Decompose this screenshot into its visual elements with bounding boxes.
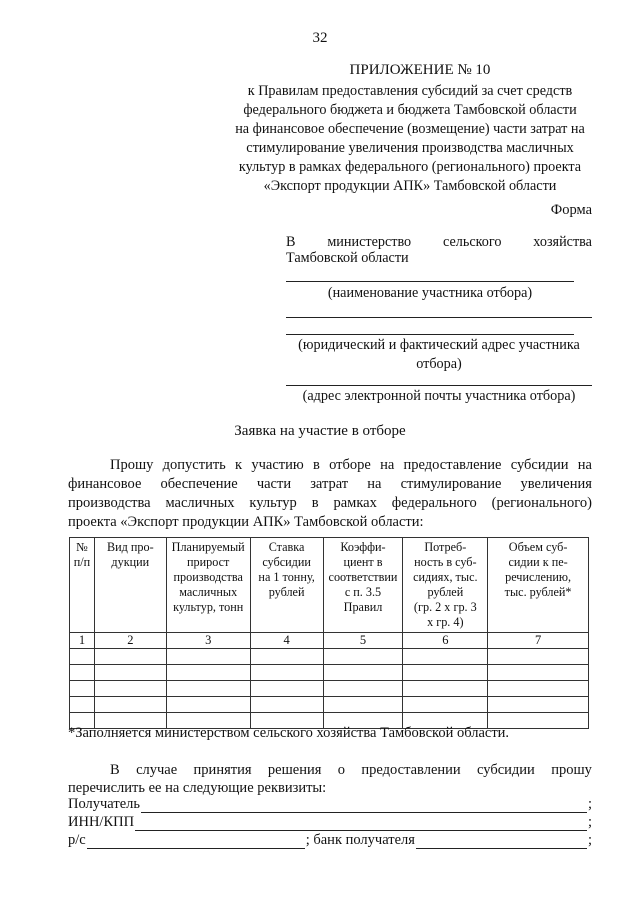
appendix-line: «Экспорт продукции АПК» Тамбовской области [263, 178, 557, 194]
addressee-region: Тамбовской области [286, 250, 409, 266]
appendix-line: на финансовое обеспечение (возмещение) части затрат на [235, 121, 585, 137]
header-text: Ставка [268, 540, 305, 554]
header-text: Планируемый [171, 540, 245, 554]
table-cell[interactable] [94, 649, 166, 665]
word: на [367, 476, 382, 492]
table-cell[interactable] [323, 681, 403, 697]
header-text: Потреб- [424, 540, 467, 554]
header-text: ность в суб- [414, 555, 477, 569]
row-terminator: ; [587, 832, 592, 848]
table-cell[interactable] [403, 649, 488, 665]
word: допустить [162, 457, 226, 473]
col-header-need [403, 538, 488, 633]
header-text: производства [173, 570, 243, 584]
header-text: (гр. 2 х гр. 3 [413, 600, 477, 614]
email-line[interactable] [286, 385, 592, 386]
addressee-word: министерство [327, 234, 412, 250]
table-cell[interactable] [70, 665, 95, 681]
header-text: масличных [179, 585, 238, 599]
header-text: соответствии [328, 570, 398, 584]
col-number: 2 [94, 633, 166, 649]
bank-label: ; банк получателя [305, 832, 415, 848]
table-cell[interactable] [94, 681, 166, 697]
table-cell[interactable] [403, 681, 488, 697]
participant-name-line[interactable] [286, 281, 574, 282]
header-text: сидии к пе- [508, 555, 568, 569]
word: предоставление [403, 457, 502, 473]
participant-name-caption: (наименование участника отбора) [327, 285, 533, 301]
word: финансовое [68, 476, 142, 492]
table-cell[interactable] [323, 649, 403, 665]
address-caption [286, 336, 592, 374]
footnote: *Заполняется министерством сельского хозяйства Тамбовской области. [68, 725, 510, 741]
addressee-line [286, 234, 592, 251]
table-cell[interactable] [94, 665, 166, 681]
address-line-2[interactable] [286, 334, 574, 335]
row-terminator: ; [587, 814, 592, 830]
table-cell[interactable] [250, 649, 323, 665]
request-line [68, 494, 592, 513]
col-number: 5 [323, 633, 403, 649]
table-cell[interactable] [488, 697, 589, 713]
account-field[interactable] [87, 835, 305, 849]
decision-line [68, 761, 592, 779]
table-cell[interactable] [488, 649, 589, 665]
header-text: на 1 тонну, [258, 570, 315, 584]
header-text: субсидии [262, 555, 311, 569]
word: части [256, 476, 292, 492]
header-text: дукции [111, 555, 150, 569]
word: субсидии [477, 762, 535, 778]
bank-field[interactable] [416, 835, 587, 849]
word: (регионального) [491, 495, 592, 511]
table-cell[interactable] [166, 681, 250, 697]
table-header-row [70, 538, 589, 633]
col-number: 3 [166, 633, 250, 649]
word: затрат [310, 476, 349, 492]
appendix-line: культур в рамках федерального (регионального) проекта [238, 159, 582, 175]
word: отборе [329, 457, 371, 473]
table-cell[interactable] [70, 649, 95, 665]
request-line [68, 456, 592, 475]
table-cell[interactable] [488, 681, 589, 697]
word: стимулирование [400, 476, 502, 492]
page-number: 32 [312, 30, 328, 46]
table-cell[interactable] [94, 697, 166, 713]
table-cell[interactable] [403, 697, 488, 713]
word: на [577, 457, 592, 473]
table-cell[interactable] [323, 697, 403, 713]
header-text: сидиях, тыс. [413, 570, 478, 584]
col-header-volume [488, 538, 589, 633]
table-cell[interactable] [403, 665, 488, 681]
addressee-word: хозяйства [533, 234, 592, 250]
col-header-planned-growth [166, 538, 250, 633]
address-line-1[interactable] [286, 317, 592, 318]
header-text: № [76, 540, 88, 554]
request-line [68, 475, 592, 494]
table-cell[interactable] [250, 681, 323, 697]
decision-paragraph [68, 761, 592, 797]
table-cell[interactable] [488, 665, 589, 681]
word: случае [136, 762, 178, 778]
appendix-title: ПРИЛОЖЕНИЕ № 10 [349, 62, 491, 78]
inn-field[interactable] [135, 817, 587, 831]
word: обеспечение [160, 476, 238, 492]
request-line-last: проекта «Экспорт продукции АПК» Тамбовской области: [68, 514, 424, 530]
word: субсидии [510, 457, 569, 473]
decision-line-last: перечислить ее на следующие реквизиты: [68, 780, 327, 796]
table-cell[interactable] [70, 697, 95, 713]
col-header-number [70, 538, 95, 633]
col-number: 4 [250, 633, 323, 649]
request-paragraph [68, 456, 592, 532]
recipient-label: Получатель [68, 796, 140, 812]
table-cell[interactable] [166, 697, 250, 713]
word: к [235, 457, 243, 473]
table-cell[interactable] [70, 681, 95, 697]
address-caption-line: отбора) [416, 356, 462, 372]
row-terminator: ; [587, 796, 592, 812]
word: В [110, 762, 120, 778]
word: о [337, 762, 346, 778]
word: Прошу [110, 457, 154, 473]
header-text: рублей [427, 585, 464, 599]
recipient-field[interactable] [141, 799, 587, 813]
addressee-word: В [286, 234, 296, 250]
table-row [70, 665, 589, 681]
word: предоставлении [361, 762, 461, 778]
col-number: 6 [403, 633, 488, 649]
col-header-rate [250, 538, 323, 633]
header-text: прирост [187, 555, 230, 569]
table-cell[interactable] [166, 665, 250, 681]
word: масличных [165, 495, 235, 511]
word: на [380, 457, 395, 473]
address-caption-line: (юридический и фактический адрес участника [298, 337, 580, 353]
subsidy-table [69, 537, 589, 729]
word: культур [249, 495, 297, 511]
account-label: р/с [68, 832, 86, 848]
header-text: п/п [73, 555, 91, 569]
word: в [311, 495, 319, 511]
word: принятия [193, 762, 252, 778]
table-row [70, 697, 589, 713]
table-cell[interactable] [323, 665, 403, 681]
table-row [70, 681, 589, 697]
header-text: х гр. 4) [427, 615, 464, 629]
appendix-line: стимулирование увеличения производства масличных [246, 140, 574, 156]
header-text: Правил [343, 600, 383, 614]
word: рамках [333, 495, 377, 511]
table-row [70, 649, 589, 665]
header-text: рублей [268, 585, 305, 599]
header-text: Коэффи- [340, 540, 386, 554]
inn-row [68, 814, 592, 831]
header-text: Объем суб- [508, 540, 568, 554]
form-label: Форма [550, 202, 592, 218]
header-text: с п. 3.5 [344, 585, 382, 599]
word: прошу [551, 762, 592, 778]
appendix-line: федерального бюджета и бюджета Тамбовской области [243, 102, 577, 118]
word: участию [251, 457, 304, 473]
email-caption: (адрес электронной почты участника отбора) [302, 388, 576, 404]
word: увеличения [520, 476, 592, 492]
account-row [68, 832, 592, 849]
appendix-line: к Правилам предоставления субсидий за счет средств [247, 83, 573, 99]
col-header-coefficient [323, 538, 403, 633]
header-text: тыс. рублей* [504, 585, 572, 599]
col-header-product [94, 538, 166, 633]
word: федерального [391, 495, 477, 511]
word: решения [267, 762, 322, 778]
inn-label: ИНН/КПП [68, 814, 135, 830]
table-number-row [70, 633, 589, 649]
header-text: циент в [343, 555, 383, 569]
table-cell[interactable] [250, 665, 323, 681]
table-cell[interactable] [250, 697, 323, 713]
table-cell[interactable] [166, 649, 250, 665]
header-text: Вид про- [106, 540, 154, 554]
application-title: Заявка на участие в отборе [234, 423, 406, 439]
word: производства [68, 495, 151, 511]
col-number: 1 [70, 633, 95, 649]
header-text: культур, тонн [173, 600, 244, 614]
col-number: 7 [488, 633, 589, 649]
appendix-subtitle [180, 82, 640, 196]
addressee-word: сельского [443, 234, 502, 250]
word: в [312, 457, 320, 473]
recipient-row [68, 796, 592, 813]
header-text: речислению, [505, 570, 572, 584]
